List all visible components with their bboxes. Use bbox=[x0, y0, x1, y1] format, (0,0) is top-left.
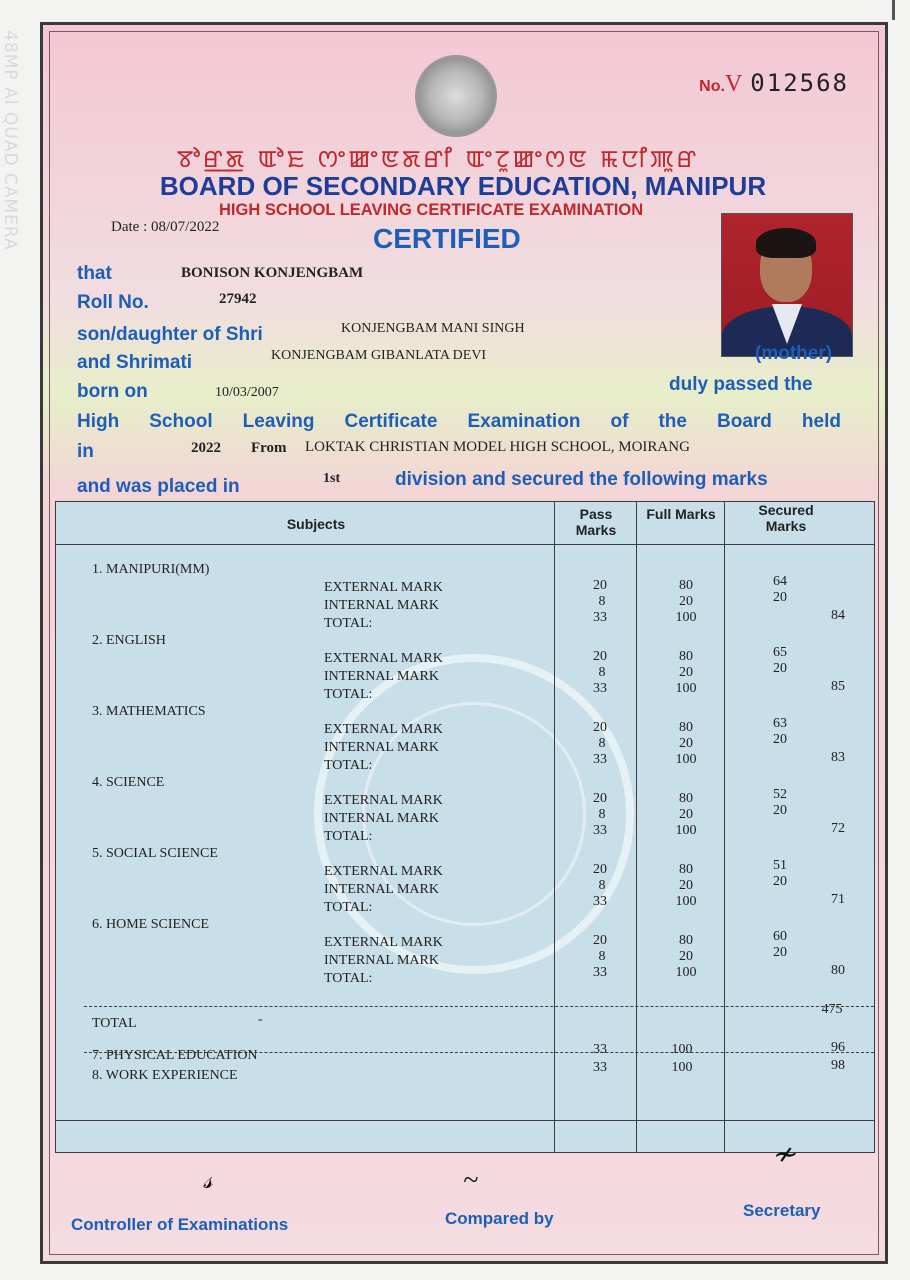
school-name: LOKTAK CHRISTIAN MODEL HIGH SCHOOL, MOIRANG bbox=[305, 439, 690, 455]
full-external: 80 bbox=[679, 720, 693, 735]
roll-label: Roll No. bbox=[77, 292, 149, 313]
pass-total: 33 bbox=[593, 894, 607, 909]
marks-table bbox=[55, 501, 875, 1153]
full-external: 80 bbox=[679, 578, 693, 593]
pass-internal: 8 bbox=[598, 665, 606, 680]
subject-name: 1. MANIPURI(MM) bbox=[92, 562, 210, 577]
full-total: 100 bbox=[675, 681, 697, 696]
full-external: 80 bbox=[679, 791, 693, 806]
total-label: TOTAL: bbox=[324, 616, 373, 631]
header-pass-marks: Pass Marks bbox=[575, 506, 617, 538]
grand-total-value: 475 bbox=[821, 1002, 843, 1017]
header-secured-marks: Secured Marks bbox=[758, 502, 814, 534]
total-label: TOTAL: bbox=[324, 687, 373, 702]
secured-internal: 20 bbox=[773, 874, 787, 889]
division: 1st bbox=[323, 471, 341, 486]
full-external: 80 bbox=[679, 862, 693, 877]
full-total: 100 bbox=[675, 610, 697, 625]
pass-year: 2022 bbox=[191, 440, 221, 456]
secured-internal: 20 bbox=[773, 803, 787, 818]
secured-external: 60 bbox=[773, 929, 787, 944]
pass-external: 20 bbox=[593, 649, 607, 664]
pass-external: 20 bbox=[593, 862, 607, 877]
born-label: born on bbox=[77, 381, 148, 402]
certificate bbox=[40, 22, 888, 1264]
extra-2-secured: 98 bbox=[831, 1058, 845, 1073]
background-edge bbox=[892, 0, 895, 20]
serial-value: 012568 bbox=[750, 69, 849, 97]
full-internal: 20 bbox=[679, 736, 693, 751]
father-name: KONJENGBAM MANI SINGH bbox=[341, 321, 525, 336]
roll-number: 27942 bbox=[219, 291, 257, 307]
subject-name: 3. MATHEMATICS bbox=[92, 704, 206, 719]
full-internal: 20 bbox=[679, 807, 693, 822]
mother-note: (mother) bbox=[755, 343, 833, 364]
pass-external: 20 bbox=[593, 720, 607, 735]
grand-total-label: TOTAL bbox=[92, 1016, 137, 1031]
secured-total: 71 bbox=[831, 892, 845, 907]
external-mark-label: EXTERNAL MARK bbox=[324, 722, 443, 737]
secured-external: 52 bbox=[773, 787, 787, 802]
student-photo bbox=[721, 213, 853, 357]
pass-external: 20 bbox=[593, 791, 607, 806]
camera-watermark: 48MP AI QUAD CAMERA bbox=[0, 30, 20, 251]
external-mark-label: EXTERNAL MARK bbox=[324, 793, 443, 808]
internal-mark-label: INTERNAL MARK bbox=[324, 740, 439, 755]
subject-name: 2. ENGLISH bbox=[92, 633, 166, 648]
full-internal: 20 bbox=[679, 949, 693, 964]
full-external: 80 bbox=[679, 933, 693, 948]
secured-total: 72 bbox=[831, 821, 845, 836]
full-external: 80 bbox=[679, 649, 693, 664]
full-total: 100 bbox=[675, 894, 697, 909]
secured-external: 51 bbox=[773, 858, 787, 873]
comparer-signature: ~ bbox=[463, 1165, 479, 1196]
full-internal: 20 bbox=[679, 878, 693, 893]
compared-label: Compared by bbox=[445, 1209, 554, 1228]
pass-internal: 8 bbox=[598, 949, 606, 964]
secretary-label: Secretary bbox=[743, 1201, 821, 1220]
mother-name: KONJENGBAM GIBANLATA DEVI bbox=[271, 348, 487, 363]
external-mark-label: EXTERNAL MARK bbox=[324, 651, 443, 666]
total-label: TOTAL: bbox=[324, 758, 373, 773]
full-internal: 20 bbox=[679, 665, 693, 680]
mother-label: and Shrimati bbox=[77, 352, 193, 373]
exam-line: High School Leaving Certificate Examination of the Board held bbox=[77, 411, 841, 432]
serial-number bbox=[699, 69, 849, 98]
total-label: TOTAL: bbox=[324, 900, 373, 915]
extra-1-full: 100 bbox=[671, 1042, 693, 1057]
script-title: ꯕꯣꯔ꯭ꯗ ꯑꯣꯐ ꯁꯦꯀꯦꯟꯗꯔꯤ ꯑꯦꯖꯨꯀꯦꯁꯟ ꯃꯅꯤꯄꯨꯔ bbox=[177, 145, 700, 173]
board-seal-hologram bbox=[415, 55, 497, 137]
from-label: From bbox=[251, 440, 287, 456]
subject-name: 4. SCIENCE bbox=[92, 775, 165, 790]
pass-total: 33 bbox=[593, 752, 607, 767]
controller-signature: 𝓈 bbox=[203, 1165, 213, 1194]
issue-date: Date : 08/07/2022 bbox=[111, 219, 220, 235]
secured-external: 64 bbox=[773, 574, 787, 589]
extra-subject-2: 8. WORK EXPERIENCE bbox=[92, 1068, 238, 1083]
in-label: in bbox=[77, 441, 94, 462]
date-of-birth: 10/03/2007 bbox=[215, 385, 279, 400]
pass-total: 33 bbox=[593, 823, 607, 838]
secured-internal: 20 bbox=[773, 945, 787, 960]
secured-internal: 20 bbox=[773, 661, 787, 676]
extra-subject-1: 7. PHYSICAL EDUCATION bbox=[92, 1048, 258, 1063]
subject-name: 6. HOME SCIENCE bbox=[92, 917, 210, 932]
secured-internal: 20 bbox=[773, 732, 787, 747]
pass-internal: 8 bbox=[598, 594, 606, 609]
father-label: son/daughter of Shri bbox=[77, 324, 263, 345]
pass-external: 20 bbox=[593, 578, 607, 593]
controller-label: Controller of Examinations bbox=[71, 1215, 289, 1234]
full-total: 100 bbox=[675, 752, 697, 767]
external-mark-label: EXTERNAL MARK bbox=[324, 864, 443, 879]
grand-total-dash: - bbox=[258, 1012, 263, 1027]
division-suffix: division and secured the following marks bbox=[395, 469, 768, 490]
secretary-signature: ≁ bbox=[771, 1138, 797, 1171]
full-total: 100 bbox=[675, 965, 697, 980]
board-title: BOARD OF SECONDARY EDUCATION, MANIPUR bbox=[159, 171, 767, 201]
extra-2-pass: 33 bbox=[593, 1060, 607, 1075]
secured-internal: 20 bbox=[773, 590, 787, 605]
that-label: that bbox=[77, 263, 112, 284]
extra-2-full: 100 bbox=[671, 1060, 693, 1075]
serial-series: V bbox=[724, 71, 743, 97]
pass-external: 20 bbox=[593, 933, 607, 948]
certified-heading: CERTIFIED bbox=[373, 223, 521, 254]
exam-title: HIGH SCHOOL LEAVING CERTIFICATE EXAMINATION bbox=[219, 201, 644, 219]
total-label: TOTAL: bbox=[324, 971, 373, 986]
total-label: TOTAL: bbox=[324, 829, 373, 844]
internal-mark-label: INTERNAL MARK bbox=[324, 811, 439, 826]
pass-internal: 8 bbox=[598, 736, 606, 751]
student-name: BONISON KONJENGBAM bbox=[181, 265, 364, 281]
header-subjects: Subjects bbox=[286, 516, 346, 532]
full-total: 100 bbox=[675, 823, 697, 838]
serial-prefix: No. bbox=[699, 78, 725, 95]
external-mark-label: EXTERNAL MARK bbox=[324, 580, 443, 595]
subject-name: 5. SOCIAL SCIENCE bbox=[92, 846, 218, 861]
full-internal: 20 bbox=[679, 594, 693, 609]
passed-label: duly passed the bbox=[669, 374, 813, 395]
pass-total: 33 bbox=[593, 610, 607, 625]
header-full-marks: Full Marks bbox=[646, 506, 716, 522]
secured-external: 63 bbox=[773, 716, 787, 731]
placed-label: and was placed in bbox=[77, 476, 240, 497]
internal-mark-label: INTERNAL MARK bbox=[324, 882, 439, 897]
internal-mark-label: INTERNAL MARK bbox=[324, 669, 439, 684]
pass-total: 33 bbox=[593, 681, 607, 696]
secured-external: 65 bbox=[773, 645, 787, 660]
extra-1-secured: 96 bbox=[831, 1040, 845, 1055]
pass-total: 33 bbox=[593, 965, 607, 980]
secured-total: 80 bbox=[831, 963, 845, 978]
external-mark-label: EXTERNAL MARK bbox=[324, 935, 443, 950]
pass-internal: 8 bbox=[598, 878, 606, 893]
secured-total: 85 bbox=[831, 679, 845, 694]
pass-internal: 8 bbox=[598, 807, 606, 822]
internal-mark-label: INTERNAL MARK bbox=[324, 953, 439, 968]
secured-total: 84 bbox=[831, 608, 845, 623]
internal-mark-label: INTERNAL MARK bbox=[324, 598, 439, 613]
extra-1-pass: 33 bbox=[593, 1042, 607, 1057]
secured-total: 83 bbox=[831, 750, 845, 765]
